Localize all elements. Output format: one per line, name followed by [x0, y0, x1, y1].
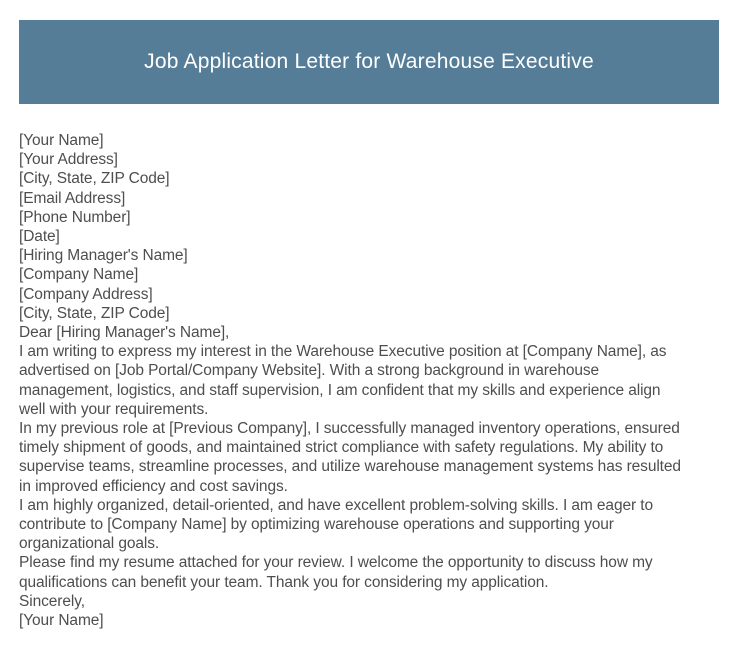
letter-line: qualifications can benefit your team. Thank you for considering my application.: [19, 573, 549, 591]
letter-line: management, logistics, and staff supervision, I am confident that my skills and experience align: [19, 381, 661, 399]
letter-line: [Your Name]: [19, 132, 104, 149]
page-title: Job Application Letter for Warehouse Executive: [144, 50, 594, 73]
letter-line: advertised on [Job Portal/Company Website]. With a strong background in warehouse: [19, 362, 600, 380]
letter-line: [Hiring Manager's Name]: [19, 247, 188, 265]
letter-line: well with your requirements.: [19, 400, 209, 418]
letter-line: timely shipment of goods, and maintained strict compliance with safety regulations. My ability to: [19, 439, 664, 457]
letter-line: I am highly organized, detail-oriented, and have excellent problem-solving skills. I am eager to: [19, 496, 653, 514]
letter-line: [Company Name]: [19, 266, 139, 284]
letter-line: Please find my resume attached for your review. I welcome the opportunity to discuss how my: [19, 554, 653, 572]
letter-line: contribute to [Company Name] by optimizing warehouse operations and supporting your: [19, 516, 614, 534]
document-header: [19, 20, 719, 104]
letter-line: [Your Name]: [19, 612, 104, 630]
letter-line: organizational goals.: [19, 535, 160, 553]
letter-line: [Phone Number]: [19, 208, 131, 226]
letter-line: I am writing to express my interest in the Warehouse Executive position at [Company Name], as: [19, 343, 667, 361]
letter-line: Sincerely,: [19, 592, 85, 610]
letter-line: [City, State, ZIP Code]: [19, 304, 170, 322]
letter-line: [Company Address]: [19, 285, 153, 303]
letter-line: [Your Address]: [19, 151, 118, 169]
letter-line: In my previous role at [Previous Company], I successfully managed inventory operations, ensured: [19, 420, 680, 438]
letter-line: in improved efficiency and cost savings.: [19, 477, 288, 495]
letter-line: [Date]: [19, 228, 60, 246]
letter-line: supervise teams, streamline processes, and utilize warehouse management systems has resulted: [19, 458, 681, 476]
letter-line: [City, State, ZIP Code]: [19, 170, 170, 188]
letter-line: [Email Address]: [19, 189, 126, 207]
letter-body: [19, 131, 731, 630]
letter-line: Dear [Hiring Manager's Name],: [19, 324, 230, 342]
